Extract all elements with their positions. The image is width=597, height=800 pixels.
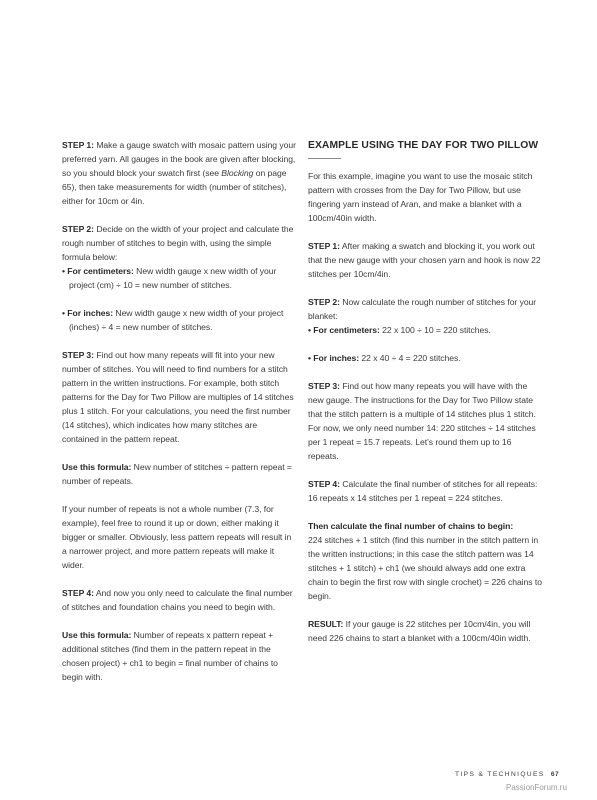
bullet-centimeters — [62, 264, 296, 292]
step1-paragraph — [62, 138, 296, 208]
formula-label: Use this formula: — [62, 630, 132, 640]
paragraph-text: Now calculate the rough number of stitches for your blanket: — [308, 297, 537, 321]
paragraph-text: 224 stitches + 1 stitch (find this number in the stitch pattern in the written instructions; in this case the stitch pattern was 14 stitches + 1 stitch) + ch1 (we should always add one extra chain to begin the first row with single crochet) = 226 chains to begin. — [308, 535, 542, 601]
step3-paragraph — [308, 379, 542, 463]
right-column — [308, 138, 542, 659]
bullet-text: New width gauge x new width of your project (inches) ÷ 4 = new number of stitches. — [69, 308, 284, 332]
result-paragraph — [308, 617, 542, 645]
paragraph-text: Find out how many repeats you will have with the new gauge. The instructions for the Day for Two Pillow state that the stitch pattern is a multiple of 14 stitches plus 1 stitch. For now, we only need number 14: 220 stitches ÷ 14 stitches per 1 repeat = 15.7 repeats. Let’s round them up to 16 repeats. — [308, 381, 536, 461]
paragraph-text: on page 65), then take measurements for width (number of stitches), either for 10cm or 4in. — [62, 168, 287, 206]
formula2-paragraph — [62, 628, 296, 684]
paragraph-text: Calculate the final number of stitches for all repeats: 16 repeats x 14 stitches per 1 repeat = 224 stitches. — [308, 479, 538, 503]
page-number: 67 — [550, 771, 560, 778]
paragraph-text: After making a swatch and blocking it, you work out that the new gauge with your chosen yarn and hook is now 22 stitches per 10cm/4in. — [308, 241, 541, 279]
chains-paragraph — [308, 519, 542, 603]
bullet-centimeters — [308, 323, 542, 337]
step1-paragraph — [308, 239, 542, 281]
bullet-text: New width gauge x new width of your project (cm) ÷ 10 = new number of stitches. — [69, 266, 277, 290]
section-title: TIPS & TECHNIQUES — [455, 771, 545, 778]
bullet-text: 22 x 100 ÷ 10 = 220 stitches. — [379, 325, 491, 335]
bullet-label: • For inches: — [308, 353, 360, 363]
step-label: STEP 2: — [308, 297, 340, 307]
step4-paragraph — [308, 477, 542, 505]
bullet-inches — [62, 306, 296, 334]
paragraph-text: Decide on the width of your project and calculate the rough number of stitches to begin with, using the simple formula below: — [62, 224, 294, 262]
step-label: STEP 1: — [62, 140, 94, 150]
rounding-paragraph: If your number of repeats is not a whole number (7.3, for example), feel free to round it up or down, either making it bigger or smaller. Obviously, less pattern repeats will result in a narrower project, and more pattern repeats will make it wider. — [62, 504, 292, 570]
bullet-label: • For centimeters: — [62, 266, 134, 276]
example-heading: EXAMPLE USING THE DAY FOR TWO PILLOW — [308, 140, 539, 151]
paragraph-text: New number of stitches ÷ pattern repeat = number of repeats. — [62, 462, 292, 486]
paragraph-text: And now you only need to calculate the final number of stitches and foundation chains you need to begin with. — [62, 588, 293, 612]
step-label: RESULT: — [308, 619, 344, 629]
page-footer — [455, 771, 559, 778]
bullet-text: 22 x 40 ÷ 4 = 220 stitches. — [359, 353, 461, 363]
watermark: PassionForum.ru — [506, 783, 567, 792]
chains-label: Then calculate the final number of chains to begin: — [308, 521, 514, 531]
bullet-label: • For centimeters: — [308, 325, 380, 335]
step-label: STEP 2: — [62, 224, 94, 234]
paragraph-text: Find out how many repeats will fit into your new number of stitches. You will need to find numbers for a stitch pattern in the written instructions. For example, both stitch patterns for the Day for Two Pillow are multiples of 14 stitches plus 1 stitch. For your calculations, you need the first number (14 stitches), which indicates how many stitches are contained in the pattern repeat. — [62, 350, 294, 444]
blocking-reference: Blocking — [221, 168, 254, 178]
step-label: STEP 4: — [308, 479, 340, 489]
step-label: STEP 1: — [308, 241, 340, 251]
step3-paragraph — [62, 348, 296, 446]
step2-paragraph — [62, 222, 296, 264]
paragraph-text: If your gauge is 22 stitches per 10cm/4in, you will need 226 chains to start a blanket with a 100cm/40in width. — [308, 619, 531, 643]
step2-paragraph — [308, 295, 542, 323]
left-column — [62, 138, 296, 698]
step-label: STEP 3: — [62, 350, 94, 360]
step4-paragraph — [62, 586, 296, 614]
bullet-label: • For inches: — [62, 308, 114, 318]
bullet-inches — [308, 351, 542, 365]
formula-label: Use this formula: — [62, 462, 132, 472]
step-label: STEP 4: — [62, 588, 94, 598]
intro-paragraph: For this example, imagine you want to use the mosaic stitch pattern with crosses from the Day for Two Pillow, but use fingering yarn instead of Aran, and make a blanket with a 100cm/40in width. — [308, 171, 533, 223]
paragraph-text: Number of repeats x pattern repeat + additional stitches (find them in the pattern repeat in the chosen project) + ch1 to begin = final number of chains to begin with. — [62, 630, 278, 682]
paragraph-text: Make a gauge swatch with mosaic pattern using your preferred yarn. All gauges in the book are given after blocking, so you should block your swatch first (see — [62, 140, 296, 178]
heading-rule — [308, 158, 341, 159]
step-label: STEP 3: — [308, 381, 340, 391]
formula1-paragraph — [62, 460, 296, 488]
